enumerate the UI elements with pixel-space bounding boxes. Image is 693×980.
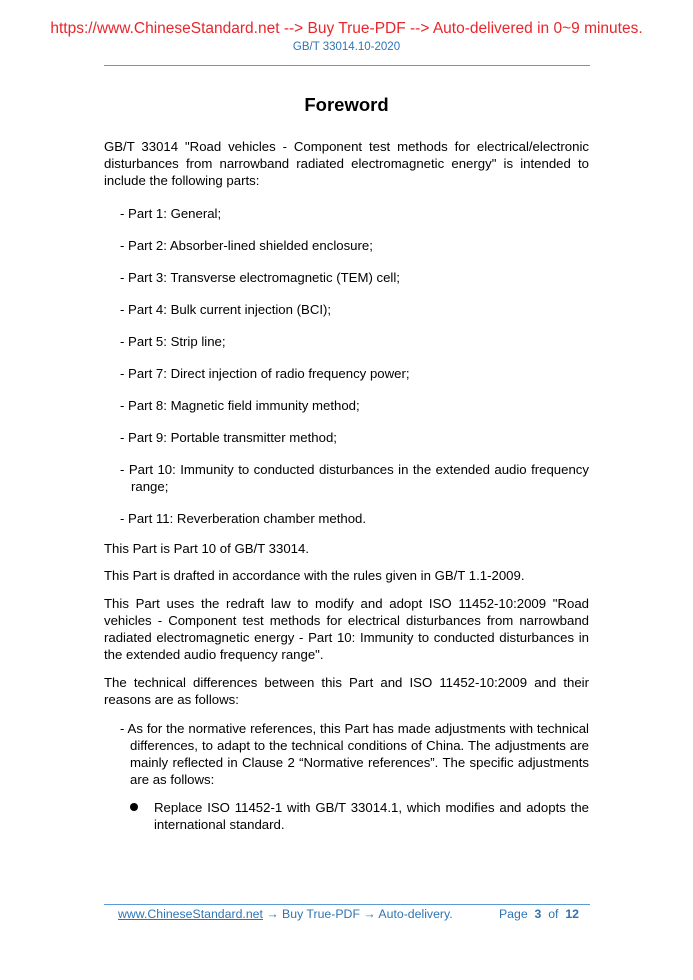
bullet-list-item [104,799,589,833]
page-total: 12 [565,907,579,921]
intro-paragraph: GB/T 33014 "Road vehicles - Component test methods for electrical/electronic disturbances from narrowband radiated electromagnetic energy" is intended to include the following parts: [104,139,589,188]
bullet-text: Replace ISO 11452-1 with GB/T 33014.1, which modifies and adopts the international standard. [154,800,589,832]
header-divider [104,65,590,66]
part-of-paragraph: This Part is Part 10 of GB/T 33014. [104,541,309,556]
page-number: 3 [534,907,542,921]
footer-link-url[interactable]: www.ChineseStandard.net [118,907,263,921]
page-footer [104,905,590,923]
part-list-item: - Part 11: Reverberation chamber method. [120,511,367,526]
footer-link-suffix: → Buy True-PDF → Auto-delivery. [262,907,453,921]
page-title: Foreword [304,94,389,115]
part-list-item: - Part 2: Absorber-lined shielded enclosure; [120,238,373,253]
top-banner-link[interactable]: https://www.ChineseStandard.net --> Buy True-PDF --> Auto-delivered in 0~9 minutes. [50,20,643,37]
part-list-item: - Part 4: Bulk current injection (BCI); [120,302,332,317]
difference-list-item: - As for the normative references, this Part has made adjustments with technical differences, to adapt to the technical conditions of China. The adjustments are mainly reflected in Clause 2 “Normative references”. The specific adjustments are as follows: [120,721,589,787]
drafted-paragraph: This Part is drafted in accordance with the rules given in GB/T 1.1-2009. [104,568,525,583]
part-list-item: - Part 3: Transverse electromagnetic (TEM) cell; [120,270,400,285]
part-list-item: - Part 5: Strip line; [120,334,226,349]
part-list-item: - Part 10: Immunity to conducted disturbances in the extended audio frequency range; [120,462,589,494]
part-list-item: - Part 7: Direct injection of radio frequency power; [120,366,410,381]
document-body [104,138,589,833]
redraft-paragraph: This Part uses the redraft law to modify and adopt ISO 11452-10:2009 "Road vehicles - Component test methods for electrical disturbances from narrowband radiated electromagnetic energy - Part 10: Immunity to conducted disturbances in the extended audio frequency range". [104,596,589,662]
footer-link[interactable] [118,905,453,923]
page-label: Page [498,907,528,921]
page-indicator [499,905,579,923]
standard-code-header: GB/T 33014.10-2020 [292,41,401,53]
part-list-item: - Part 1: General; [120,206,222,221]
differences-paragraph: The technical differences between this Part and ISO 11452-10:2009 and their reasons are as follows: [104,675,589,707]
part-list-item: - Part 8: Magnetic field immunity method; [120,398,360,413]
part-list-item: - Part 9: Portable transmitter method; [120,430,337,445]
bullet-dot-icon [130,803,138,811]
page-of-label: of [548,907,559,921]
